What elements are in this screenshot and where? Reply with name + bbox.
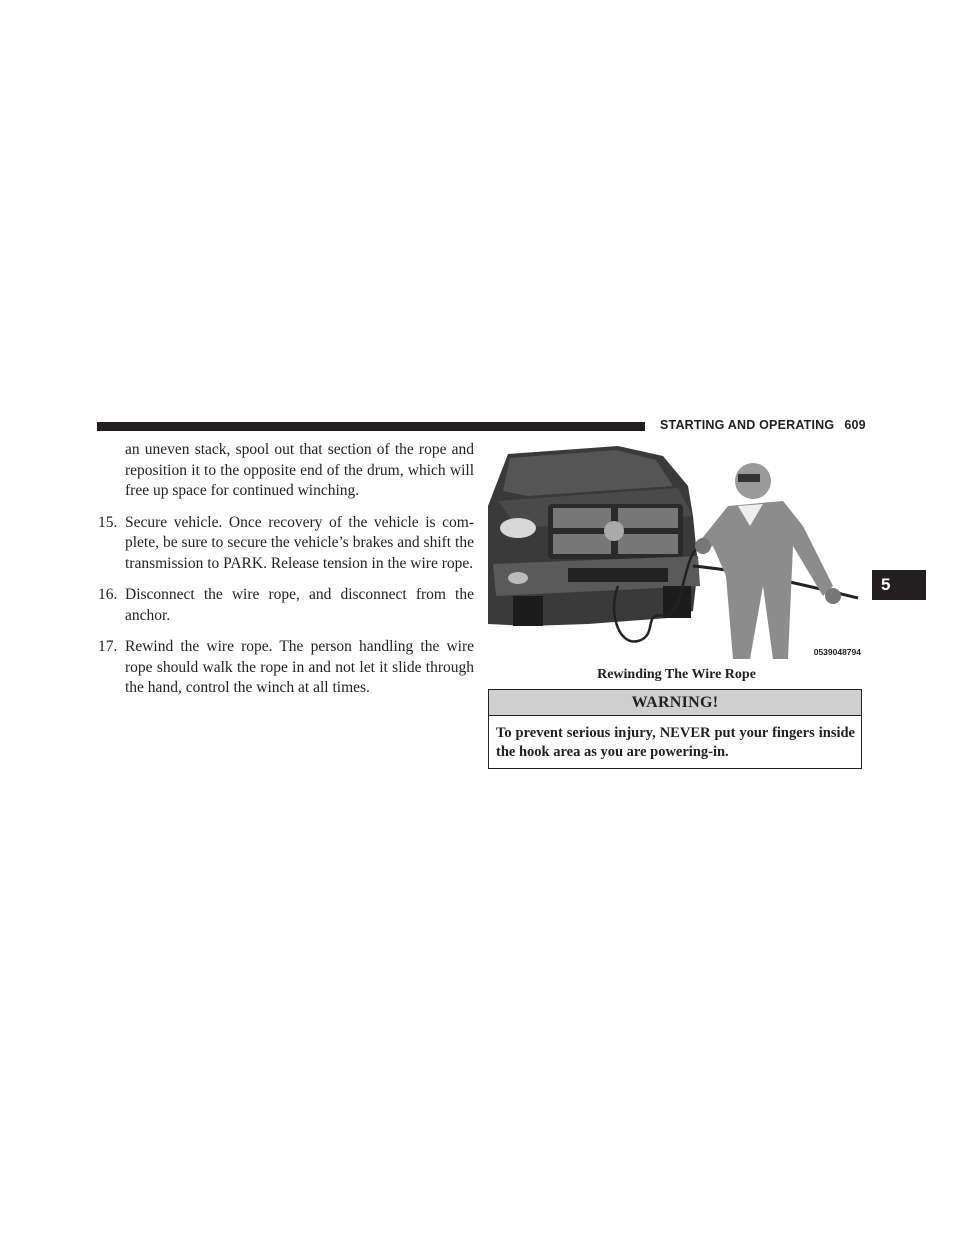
figure-caption: Rewinding The Wire Rope [597,667,756,682]
body-column [98,440,474,699]
step-17 [98,637,474,699]
figure-code: 0539048794 [813,647,861,657]
warning-title: WARNING! [489,690,861,716]
step-16 [98,585,474,626]
warning-text: To prevent serious injury, NEVER put your fingers inside the hook area as you are powering-in. [496,725,855,760]
truck-and-operator-drawing [488,446,865,659]
step-text: Rewind the wire rope. The person handling the wire rope should walk the rope in and not let it slide through the hand, control the winch at all times. [125,638,474,696]
continuation-paragraph: an uneven stack, spool out that section of the rope and reposition it to the opposite end of the drum, which will free up space for continued winching. [125,441,474,499]
warning-box [488,689,862,769]
step-number: 17. [98,638,118,655]
step-number: 16. [98,586,118,603]
running-header [660,418,870,432]
section-title: STARTING AND OPERATING [660,418,835,432]
step-15 [98,513,474,575]
step-text: Disconnect the wire rope, and disconnect from the anchor. [125,586,474,624]
header-rule [97,422,645,431]
chapter-tab: 5 [872,570,926,600]
step-text: Secure vehicle. Once recovery of the vehicle is com-plete, be sure to secure the vehicle’s brakes and shift the transmission to PARK. Release tension in the wire rope. [125,513,474,572]
winch-illustration [488,446,865,659]
step-number: 15. [98,513,118,531]
page-number: 609 [844,418,866,432]
